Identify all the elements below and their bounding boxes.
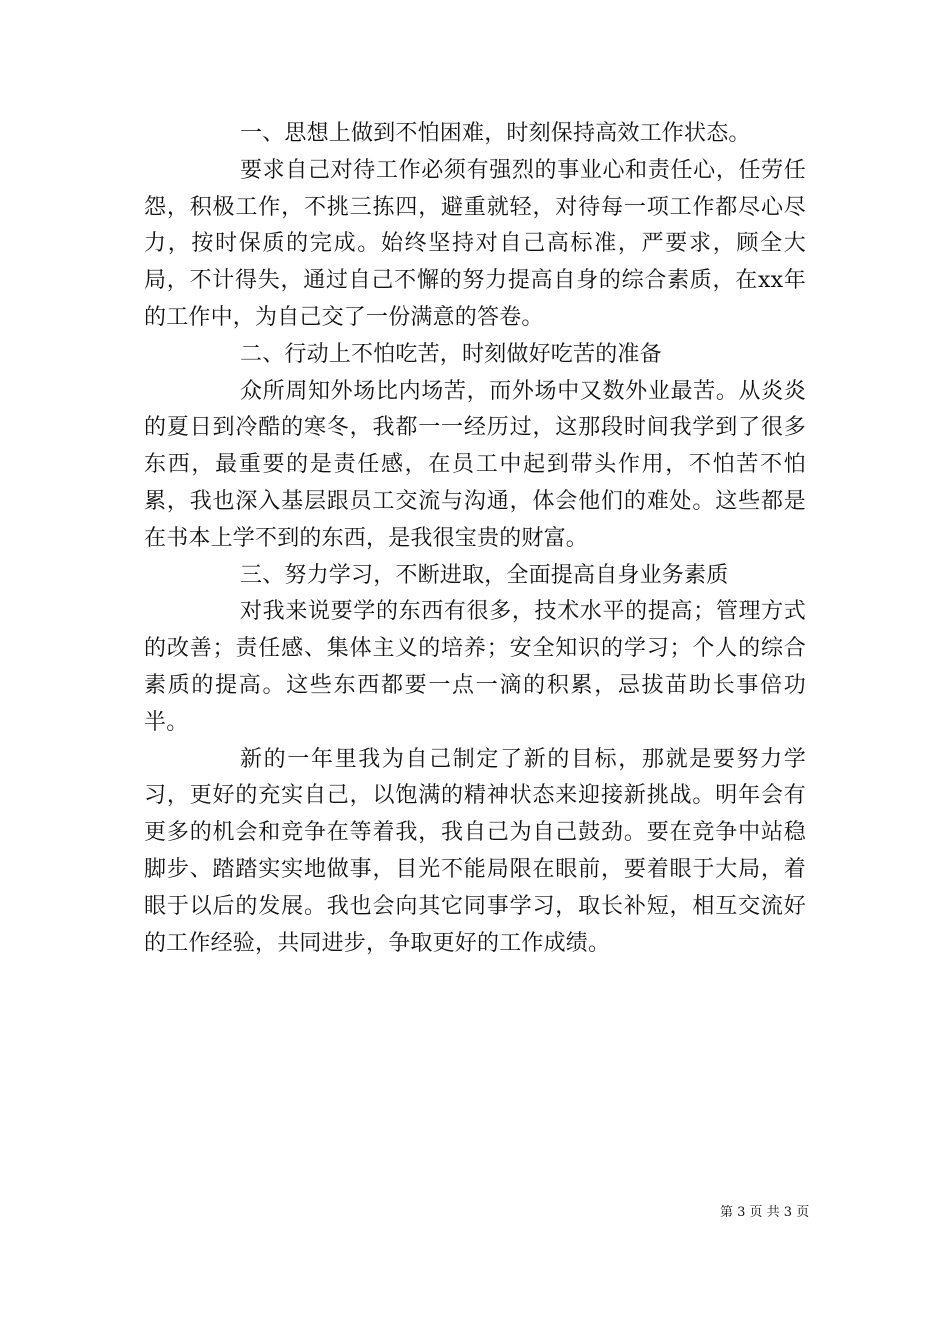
- paragraph-section-2: 众所周知外场比内场苦，而外场中又数外业最苦。从炎炎的夏日到冷酷的寒冬，我都一一经历过，这那段时间我学到了很多东西，最重要的是责任感，在员工中起到带头作用，不怕苦不怕累，我也深入基层跟员工交流与沟通，体会他们的难处。这些都是在书本上学不到的东西，是我很宝贵的财富。: [144, 378, 806, 551]
- paragraph-section-1: 要求自己对待工作必须有强烈的事业心和责任心，任劳任怨，积极工作，不挑三拣四，避重就轻，对待每一项工作都尽心尽力，按时保质的完成。始终坚持对自己高标准，严要求，顾全大局，不计得失，通过自己不懈的努力提高自身的综合素质，在xx年的工作中，为自己交了一份满意的答卷。: [144, 157, 806, 330]
- heading-section-1: 一、思想上做到不怕困难，时刻保持高效工作状态。: [240, 121, 751, 146]
- page-number-footer: 第 3 页 共 3 页: [720, 1205, 810, 1220]
- paragraph-section-3: 对我来说要学的东西有很多，技术水平的提高；管理方式的改善；责任感、集体主义的培养；安全知识的学习；个人的综合素质的提高。这些东西都要一点一滴的积累，忌拔苗助长事倍功半。: [144, 599, 806, 735]
- paragraph-new-year-goals: 新的一年里我为自己制定了新的目标，那就是要努力学习，更好的充实自己，以饱满的精神状态来迎接新挑战。明年会有更多的机会和竞争在等着我，我自己为自己鼓劲。要在竞争中站稳脚步、踏踏实实地做事，目光不能局限在眼前，要着眼于大局，着眼于以后的发展。我也会向其它同事学习，取长补短，相互交流好的工作经验，共同进步，争取更好的工作成绩。: [144, 746, 806, 956]
- document-body: [144, 116, 806, 962]
- heading-section-3: 三、努力学习，不断进取，全面提高自身业务素质: [240, 562, 729, 588]
- heading-section-2: 二、行动上不怕吃苦，时刻做好吃苦的准备: [240, 341, 662, 367]
